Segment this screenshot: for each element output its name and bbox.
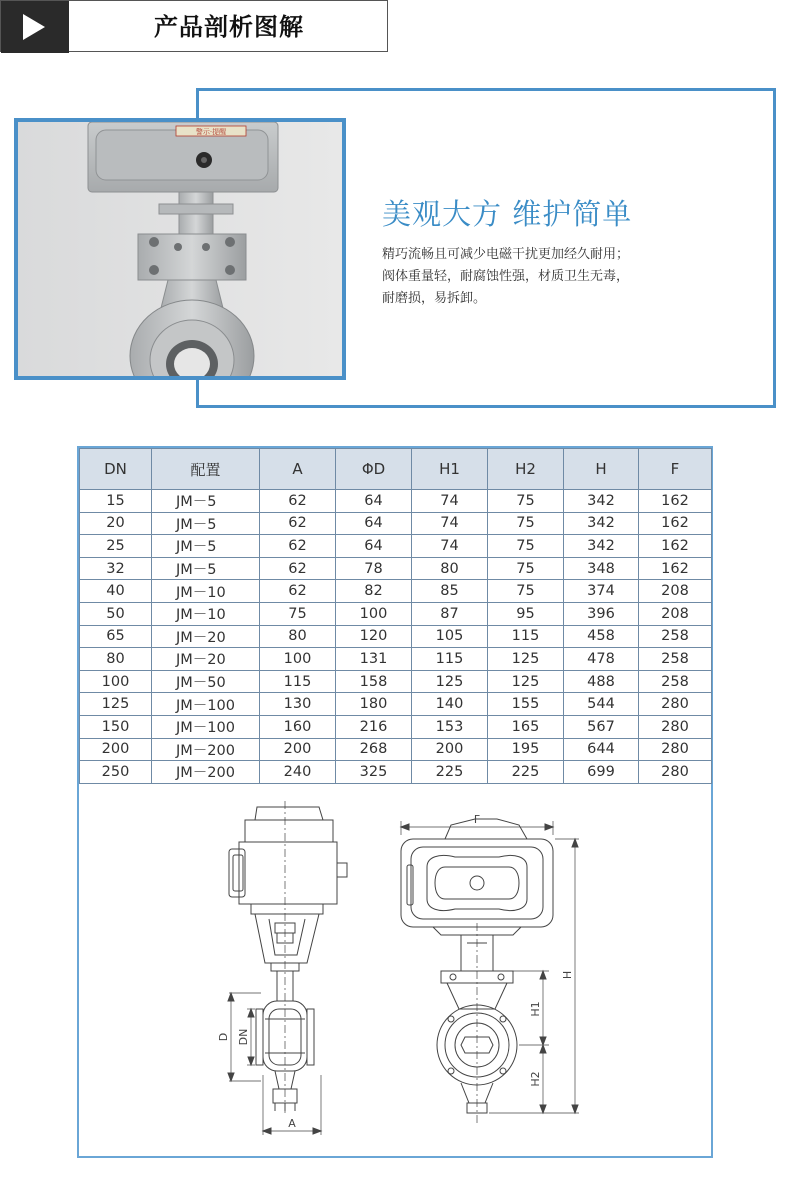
- table-cell: 25: [80, 535, 152, 558]
- header-arrow-block: [1, 1, 69, 53]
- table-cell: 225: [488, 761, 564, 784]
- table-cell: JM－10: [152, 602, 260, 625]
- table-cell: 40: [80, 580, 152, 603]
- table-cell: 62: [260, 557, 336, 580]
- table-cell: 85: [412, 580, 488, 603]
- feature-title: 美观大方 维护简单: [382, 197, 633, 231]
- table-cell: 280: [639, 715, 712, 738]
- table-cell: 82: [336, 580, 412, 603]
- feature-description: [382, 244, 702, 310]
- table-cell: 130: [260, 693, 336, 716]
- table-cell: 80: [412, 557, 488, 580]
- table-cell: JM－100: [152, 693, 260, 716]
- feature-desc-line: 精巧流畅且可减少电磁干扰更加经久耐用；: [382, 247, 630, 262]
- table-cell: JM－20: [152, 648, 260, 671]
- dim-label-h1: H1: [529, 1001, 542, 1017]
- table-cell: 258: [639, 648, 712, 671]
- table-cell: 180: [336, 693, 412, 716]
- dimension-drawing: [79, 783, 711, 1158]
- table-row: [80, 715, 712, 738]
- table-cell: 120: [336, 625, 412, 648]
- table-row: [80, 490, 712, 513]
- table-cell: 15: [80, 490, 152, 513]
- table-cell: 87: [412, 602, 488, 625]
- table-cell: 75: [488, 535, 564, 558]
- table-cell: 75: [488, 580, 564, 603]
- table-row: [80, 648, 712, 671]
- table-cell: 64: [336, 490, 412, 513]
- table-cell: 162: [639, 557, 712, 580]
- column-header: H1: [412, 449, 488, 490]
- table-cell: 208: [639, 580, 712, 603]
- feature-desc-line: 耐磨损，易拆卸。: [382, 291, 487, 306]
- table-cell: 74: [412, 490, 488, 513]
- dim-label-d: D: [217, 1032, 230, 1042]
- table-row: [80, 580, 712, 603]
- table-cell: 125: [488, 670, 564, 693]
- table-cell: 75: [488, 490, 564, 513]
- feature-desc-line: 阀体重量轻，耐腐蚀性强，材质卫生无毒，: [382, 269, 630, 284]
- table-cell: 80: [80, 648, 152, 671]
- table-row: [80, 693, 712, 716]
- table-cell: 200: [260, 738, 336, 761]
- table-cell: 100: [80, 670, 152, 693]
- table-cell: 165: [488, 715, 564, 738]
- table-row: [80, 738, 712, 761]
- table-cell: 64: [336, 535, 412, 558]
- table-cell: 131: [336, 648, 412, 671]
- table-cell: 80: [260, 625, 336, 648]
- table-cell: 74: [412, 512, 488, 535]
- table-cell: 125: [488, 648, 564, 671]
- table-cell: 280: [639, 761, 712, 784]
- warning-label: 警示·提醒: [195, 128, 227, 136]
- column-header: H2: [488, 449, 564, 490]
- column-header: ΦD: [336, 449, 412, 490]
- table-cell: 160: [260, 715, 336, 738]
- table-cell: 75: [488, 557, 564, 580]
- column-header: H: [564, 449, 639, 490]
- table-cell: 216: [336, 715, 412, 738]
- table-cell: 195: [488, 738, 564, 761]
- product-photo: [14, 118, 346, 380]
- section-title: 产品剖析图解: [154, 13, 304, 41]
- table-cell: JM－5: [152, 490, 260, 513]
- table-cell: 280: [639, 738, 712, 761]
- column-header: 配置: [152, 449, 260, 490]
- table-cell: 62: [260, 490, 336, 513]
- table-body: [80, 490, 712, 784]
- table-cell: JM－5: [152, 535, 260, 558]
- table-cell: 488: [564, 670, 639, 693]
- table-cell: 150: [80, 715, 152, 738]
- table-row: [80, 761, 712, 784]
- table-cell: 125: [80, 693, 152, 716]
- table-cell: 325: [336, 761, 412, 784]
- table-cell: 250: [80, 761, 152, 784]
- table-row: [80, 670, 712, 693]
- spec-panel: [77, 446, 713, 1158]
- table-cell: 200: [80, 738, 152, 761]
- dim-label-a: A: [288, 1117, 296, 1130]
- table-cell: JM－50: [152, 670, 260, 693]
- table-cell: 100: [336, 602, 412, 625]
- table-cell: 200: [412, 738, 488, 761]
- table-cell: 258: [639, 625, 712, 648]
- table-cell: JM－100: [152, 715, 260, 738]
- table-cell: 342: [564, 512, 639, 535]
- column-header: A: [260, 449, 336, 490]
- table-cell: 75: [488, 512, 564, 535]
- table-cell: 374: [564, 580, 639, 603]
- table-cell: 240: [260, 761, 336, 784]
- table-row: [80, 512, 712, 535]
- table-cell: 20: [80, 512, 152, 535]
- table-cell: 95: [488, 602, 564, 625]
- valve-photo-image: [18, 122, 342, 376]
- table-cell: 62: [260, 580, 336, 603]
- table-cell: 342: [564, 490, 639, 513]
- table-cell: 125: [412, 670, 488, 693]
- table-cell: 478: [564, 648, 639, 671]
- table-cell: 100: [260, 648, 336, 671]
- table-cell: 258: [639, 670, 712, 693]
- table-cell: 105: [412, 625, 488, 648]
- table-cell: 162: [639, 535, 712, 558]
- dim-label-dn: DN: [237, 1028, 250, 1046]
- dim-label-h: H: [561, 970, 574, 980]
- column-header: DN: [80, 449, 152, 490]
- table-cell: 153: [412, 715, 488, 738]
- spec-table: [79, 448, 712, 784]
- table-cell: 62: [260, 535, 336, 558]
- table-cell: 396: [564, 602, 639, 625]
- table-cell: 280: [639, 693, 712, 716]
- table-cell: 268: [336, 738, 412, 761]
- table-cell: 78: [336, 557, 412, 580]
- table-cell: 158: [336, 670, 412, 693]
- table-cell: 32: [80, 557, 152, 580]
- table-row: [80, 602, 712, 625]
- table-cell: 115: [260, 670, 336, 693]
- table-cell: JM－5: [152, 512, 260, 535]
- table-cell: 544: [564, 693, 639, 716]
- table-cell: 75: [260, 602, 336, 625]
- table-cell: 225: [412, 761, 488, 784]
- table-cell: 208: [639, 602, 712, 625]
- table-cell: 162: [639, 512, 712, 535]
- front-view-drawing: [401, 813, 579, 1125]
- table-cell: 644: [564, 738, 639, 761]
- dim-label-f: F: [473, 813, 481, 826]
- table-cell: 65: [80, 625, 152, 648]
- table-cell: JM－200: [152, 738, 260, 761]
- table-cell: 699: [564, 761, 639, 784]
- table-row: [80, 535, 712, 558]
- table-header-row: [80, 449, 712, 490]
- table-cell: JM－200: [152, 761, 260, 784]
- table-cell: 348: [564, 557, 639, 580]
- column-header: F: [639, 449, 712, 490]
- table-cell: 62: [260, 512, 336, 535]
- side-view-drawing: [217, 801, 347, 1135]
- table-cell: 567: [564, 715, 639, 738]
- table-cell: 140: [412, 693, 488, 716]
- table-cell: 458: [564, 625, 639, 648]
- table-cell: 115: [488, 625, 564, 648]
- section-header: [0, 0, 388, 52]
- dim-label-h2: H2: [529, 1071, 542, 1087]
- table-cell: 162: [639, 490, 712, 513]
- table-cell: 342: [564, 535, 639, 558]
- table-row: [80, 557, 712, 580]
- play-arrow-icon: [23, 14, 45, 40]
- table-cell: 74: [412, 535, 488, 558]
- table-cell: 115: [412, 648, 488, 671]
- table-cell: 155: [488, 693, 564, 716]
- table-cell: JM－5: [152, 557, 260, 580]
- table-cell: 50: [80, 602, 152, 625]
- table-row: [80, 625, 712, 648]
- table-cell: JM－20: [152, 625, 260, 648]
- table-cell: 64: [336, 512, 412, 535]
- table-cell: JM－10: [152, 580, 260, 603]
